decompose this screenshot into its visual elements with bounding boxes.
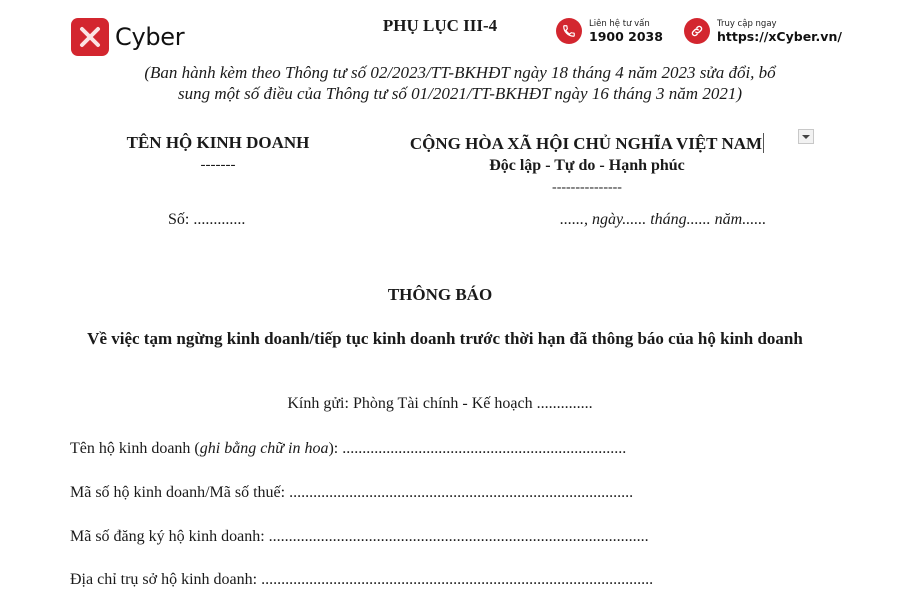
field-label: Địa chỉ trụ sở hộ kinh doanh: [70, 571, 262, 588]
phone-icon [556, 18, 582, 44]
field-label: Tên hộ kinh doanh ( [70, 440, 200, 457]
contact-hotline[interactable] [556, 18, 663, 44]
logo-text: Cyber [115, 23, 185, 51]
right-divider: --------------- [552, 180, 622, 195]
field-tax-code [70, 484, 633, 502]
hotline-number[interactable]: 1900 2038 [589, 28, 663, 44]
document-number: Số: ............. [168, 211, 246, 228]
national-title-text: CỘNG HÒA XÃ HỘI CHỦ NGHĨA VIỆT NAM [409, 134, 763, 153]
recipient-line: Kính gửi: Phòng Tài chính - Kế hoạch .............. [287, 395, 593, 412]
notice-title: THÔNG BÁO [387, 285, 493, 304]
text-cursor [763, 133, 764, 153]
dropdown-button[interactable] [798, 129, 814, 144]
notice-subject: Về việc tạm ngừng kinh doanh/tiếp tục kinh doanh trước thời hạn đã thông báo của hộ kinh doanh [87, 329, 803, 348]
fill-in-blank[interactable]: ....................................................................... [342, 440, 627, 457]
left-divider: ------- [200, 157, 236, 173]
appendix-title-text: PHỤ LỤC III-4 [382, 16, 498, 35]
business-name-header: TÊN HỘ KINH DOANH [126, 133, 310, 152]
issuance-note-line1: (Ban hành kèm theo Thông tư số 02/2023/TT-BKHĐT ngày 18 tháng 4 năm 2023 sửa đổi, bổ [144, 63, 776, 82]
field-label: Mã số đăng ký hộ kinh doanh: [70, 528, 269, 545]
date-line: ......, ngày...... tháng...... năm...... [560, 211, 767, 228]
fill-in-blank[interactable]: ...................................................................................... [289, 484, 634, 501]
national-motto: Độc lập - Tự do - Hạnh phúc [489, 157, 685, 174]
dropdown-arrow-icon [802, 135, 810, 139]
field-address [70, 571, 653, 589]
hotline-label: Liên hệ tư vấn [589, 18, 650, 29]
field-business-name [70, 440, 626, 458]
field-label: Mã số hộ kinh doanh/Mã số thuế: [70, 484, 290, 501]
national-title[interactable] [382, 133, 792, 154]
field-label-suffix: ): [328, 440, 343, 457]
website-link[interactable]: https://xCyber.vn/ [717, 28, 842, 44]
field-registration-number [70, 528, 649, 546]
fill-in-blank[interactable]: .................................................................................................. [261, 571, 654, 588]
issuance-note-line2: sung một số điều của Thông tư số 01/2021/TT-BKHĐT ngày 16 tháng 3 năm 2021) [178, 84, 742, 103]
contact-website[interactable] [684, 18, 842, 44]
field-hint: ghi bằng chữ in hoa [199, 440, 329, 457]
issuance-note [80, 62, 840, 104]
link-icon [684, 18, 710, 44]
website-label: Truy cập ngay [717, 18, 777, 29]
fill-in-blank[interactable]: ............................................................................................... [268, 528, 649, 545]
